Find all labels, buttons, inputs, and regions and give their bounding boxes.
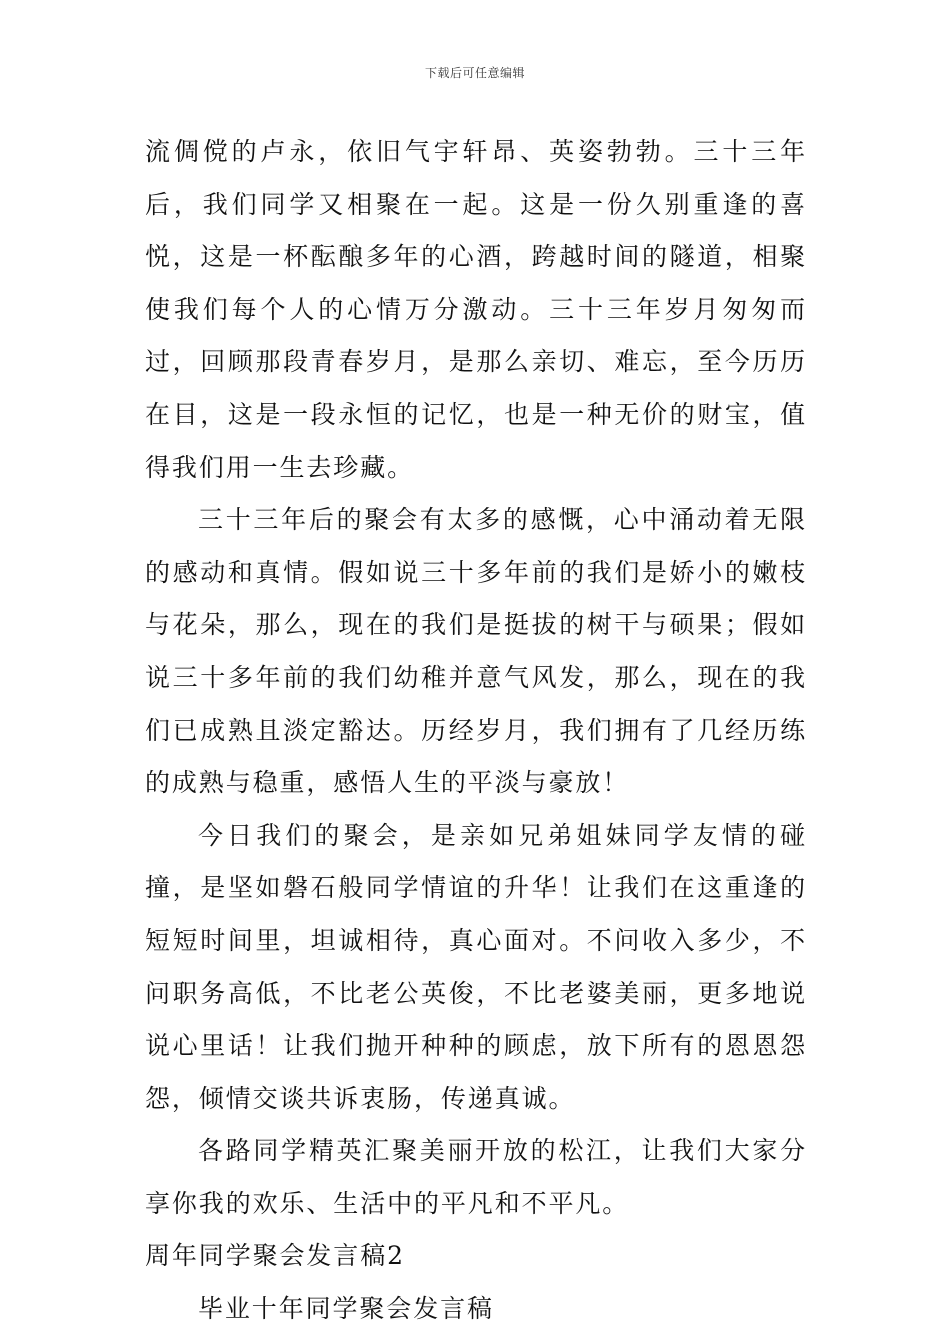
section-subtitle: 毕业十年同学聚会发言稿: [198, 1294, 494, 1324]
paragraph-reunion: 今日我们的聚会，是亲如兄弟姐妹同学友情的碰撞，是坚如磐石般同学情谊的升华！让我们在这重逢的短短时间里，坦诚相待，真心面对。不问收入多少，不问职务高低，不比老公英俊，不比老婆美丽，更多地说说心里话！让我们抛开种种的顾虑，放下所有的恩恩怨怨，倾情交谈共诉衷肠，传递真诚。: [145, 820, 807, 1113]
document-body: [145, 126, 807, 1336]
paragraph-continued: 流倜傥的卢永，依旧气宇轩昂、英姿勃勃。三十三年后，我们同学又相聚在一起。这是一份久别重逢的喜悦，这是一杯酝酿多年的心酒，跨越时间的隧道，相聚使我们每个人的心情万分激动。三十三年岁月匆匆而过，回顾那段青春岁月，是那么亲切、难忘，至今历历在目，这是一段永恒的记忆，也是一种无价的财宝，值得我们用一生去珍藏。: [145, 137, 807, 482]
paragraph-reflection: 三十三年后的聚会有太多的感慨，心中涌动着无限的感动和真情。假如说三十多年前的我们是娇小的嫩枝与花朵，那么，现在的我们是挺拔的树干与硕果；假如说三十多年前的我们幼稚并意气风发，那么，现在的我们已成熟且淡定豁达。历经岁月，我们拥有了几经历练的成熟与稳重，感悟人生的平淡与豪放！: [145, 505, 807, 798]
page-header-note: 下载后可任意编辑: [424, 66, 525, 80]
paragraph-closing: 各路同学精英汇聚美丽开放的松江，让我们大家分享你我的欢乐、生活中的平凡和不平凡。: [145, 1136, 807, 1218]
section-title: 周年同学聚会发言稿2: [145, 1241, 405, 1271]
